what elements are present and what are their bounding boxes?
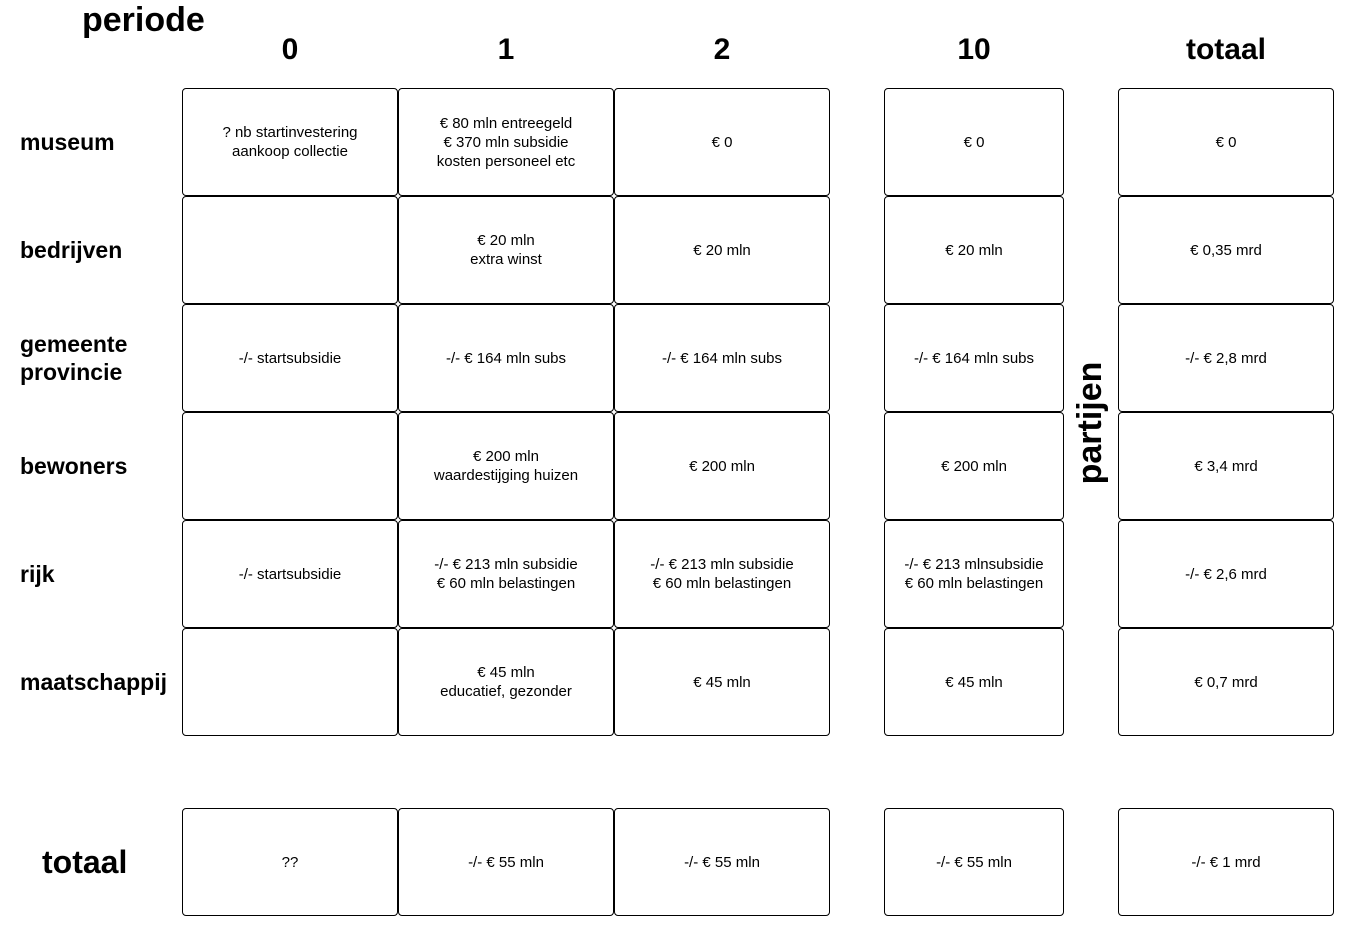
cell-r1-c4: € 0,35 mrd	[1118, 196, 1334, 304]
cell-r1-c1: € 20 mln extra winst	[398, 196, 614, 304]
cell-r3-c4: € 3,4 mrd	[1118, 412, 1334, 520]
cell-r0-c1: € 80 mln entreegeld € 370 mln subsidie kosten personeel etc	[398, 88, 614, 196]
cell-r4-c0: -/- startsubsidie	[182, 520, 398, 628]
cell-r2-c0: -/- startsubsidie	[182, 304, 398, 412]
cell-r2-c2: -/- € 164 mln subs	[614, 304, 830, 412]
cell-r0-c4: € 0	[1118, 88, 1334, 196]
cell-r3-c2: € 200 mln	[614, 412, 830, 520]
cell-r3-c3: € 200 mln	[884, 412, 1064, 520]
column-header-2: 2	[713, 33, 731, 66]
total-cell-c1: -/- € 55 mln	[398, 808, 614, 916]
cell-r5-c1: € 45 mln educatief, gezonder	[398, 628, 614, 736]
row-label-3: bewoners	[20, 453, 128, 479]
cell-r1-c3: € 20 mln	[884, 196, 1064, 304]
cell-r0-c0: ? nb startinvestering aankoop collectie	[182, 88, 398, 196]
cell-r3-c1: € 200 mln waardestijging huizen	[398, 412, 614, 520]
total-cell-c2: -/- € 55 mln	[614, 808, 830, 916]
row-label-2: gemeente provincie	[20, 331, 128, 385]
periode-title: periode	[82, 1, 205, 39]
cell-r5-c3: € 45 mln	[884, 628, 1064, 736]
cell-r5-c4: € 0,7 mrd	[1118, 628, 1334, 736]
row-label-4: rijk	[20, 561, 55, 587]
cell-r2-c3: -/- € 164 mln subs	[884, 304, 1064, 412]
cell-r2-c1: -/- € 164 mln subs	[398, 304, 614, 412]
column-header-0: 0	[281, 33, 299, 66]
row-label-5: maatschappij	[20, 669, 167, 695]
cell-r4-c4: -/- € 2,6 mrd	[1118, 520, 1334, 628]
total-cell-c0: ??	[182, 808, 398, 916]
column-header-3: 10	[957, 33, 991, 66]
cell-r3-c0	[182, 412, 398, 520]
cell-r1-c0	[182, 196, 398, 304]
cell-r2-c4: -/- € 2,8 mrd	[1118, 304, 1334, 412]
total-cell-c3: -/- € 55 mln	[884, 808, 1064, 916]
cell-r4-c2: -/- € 213 mln subsidie € 60 mln belastingen	[614, 520, 830, 628]
column-header-4: totaal	[1185, 33, 1266, 66]
cell-r1-c2: € 20 mln	[614, 196, 830, 304]
total-cell-c4: -/- € 1 mrd	[1118, 808, 1334, 916]
column-header-1: 1	[497, 33, 515, 66]
cell-r0-c3: € 0	[884, 88, 1064, 196]
cell-r0-c2: € 0	[614, 88, 830, 196]
row-label-1: bedrijven	[20, 237, 123, 263]
partijen-text: partijen	[1071, 361, 1109, 485]
cell-r4-c1: -/- € 213 mln subsidie € 60 mln belastingen	[398, 520, 614, 628]
partijen-label	[1070, 361, 1110, 485]
cell-r4-c3: -/- € 213 mlnsubsidie € 60 mln belastingen	[884, 520, 1064, 628]
cell-r5-c0	[182, 628, 398, 736]
total-row-label: totaal	[42, 844, 128, 880]
cell-r5-c2: € 45 mln	[614, 628, 830, 736]
row-label-0: museum	[20, 129, 115, 155]
